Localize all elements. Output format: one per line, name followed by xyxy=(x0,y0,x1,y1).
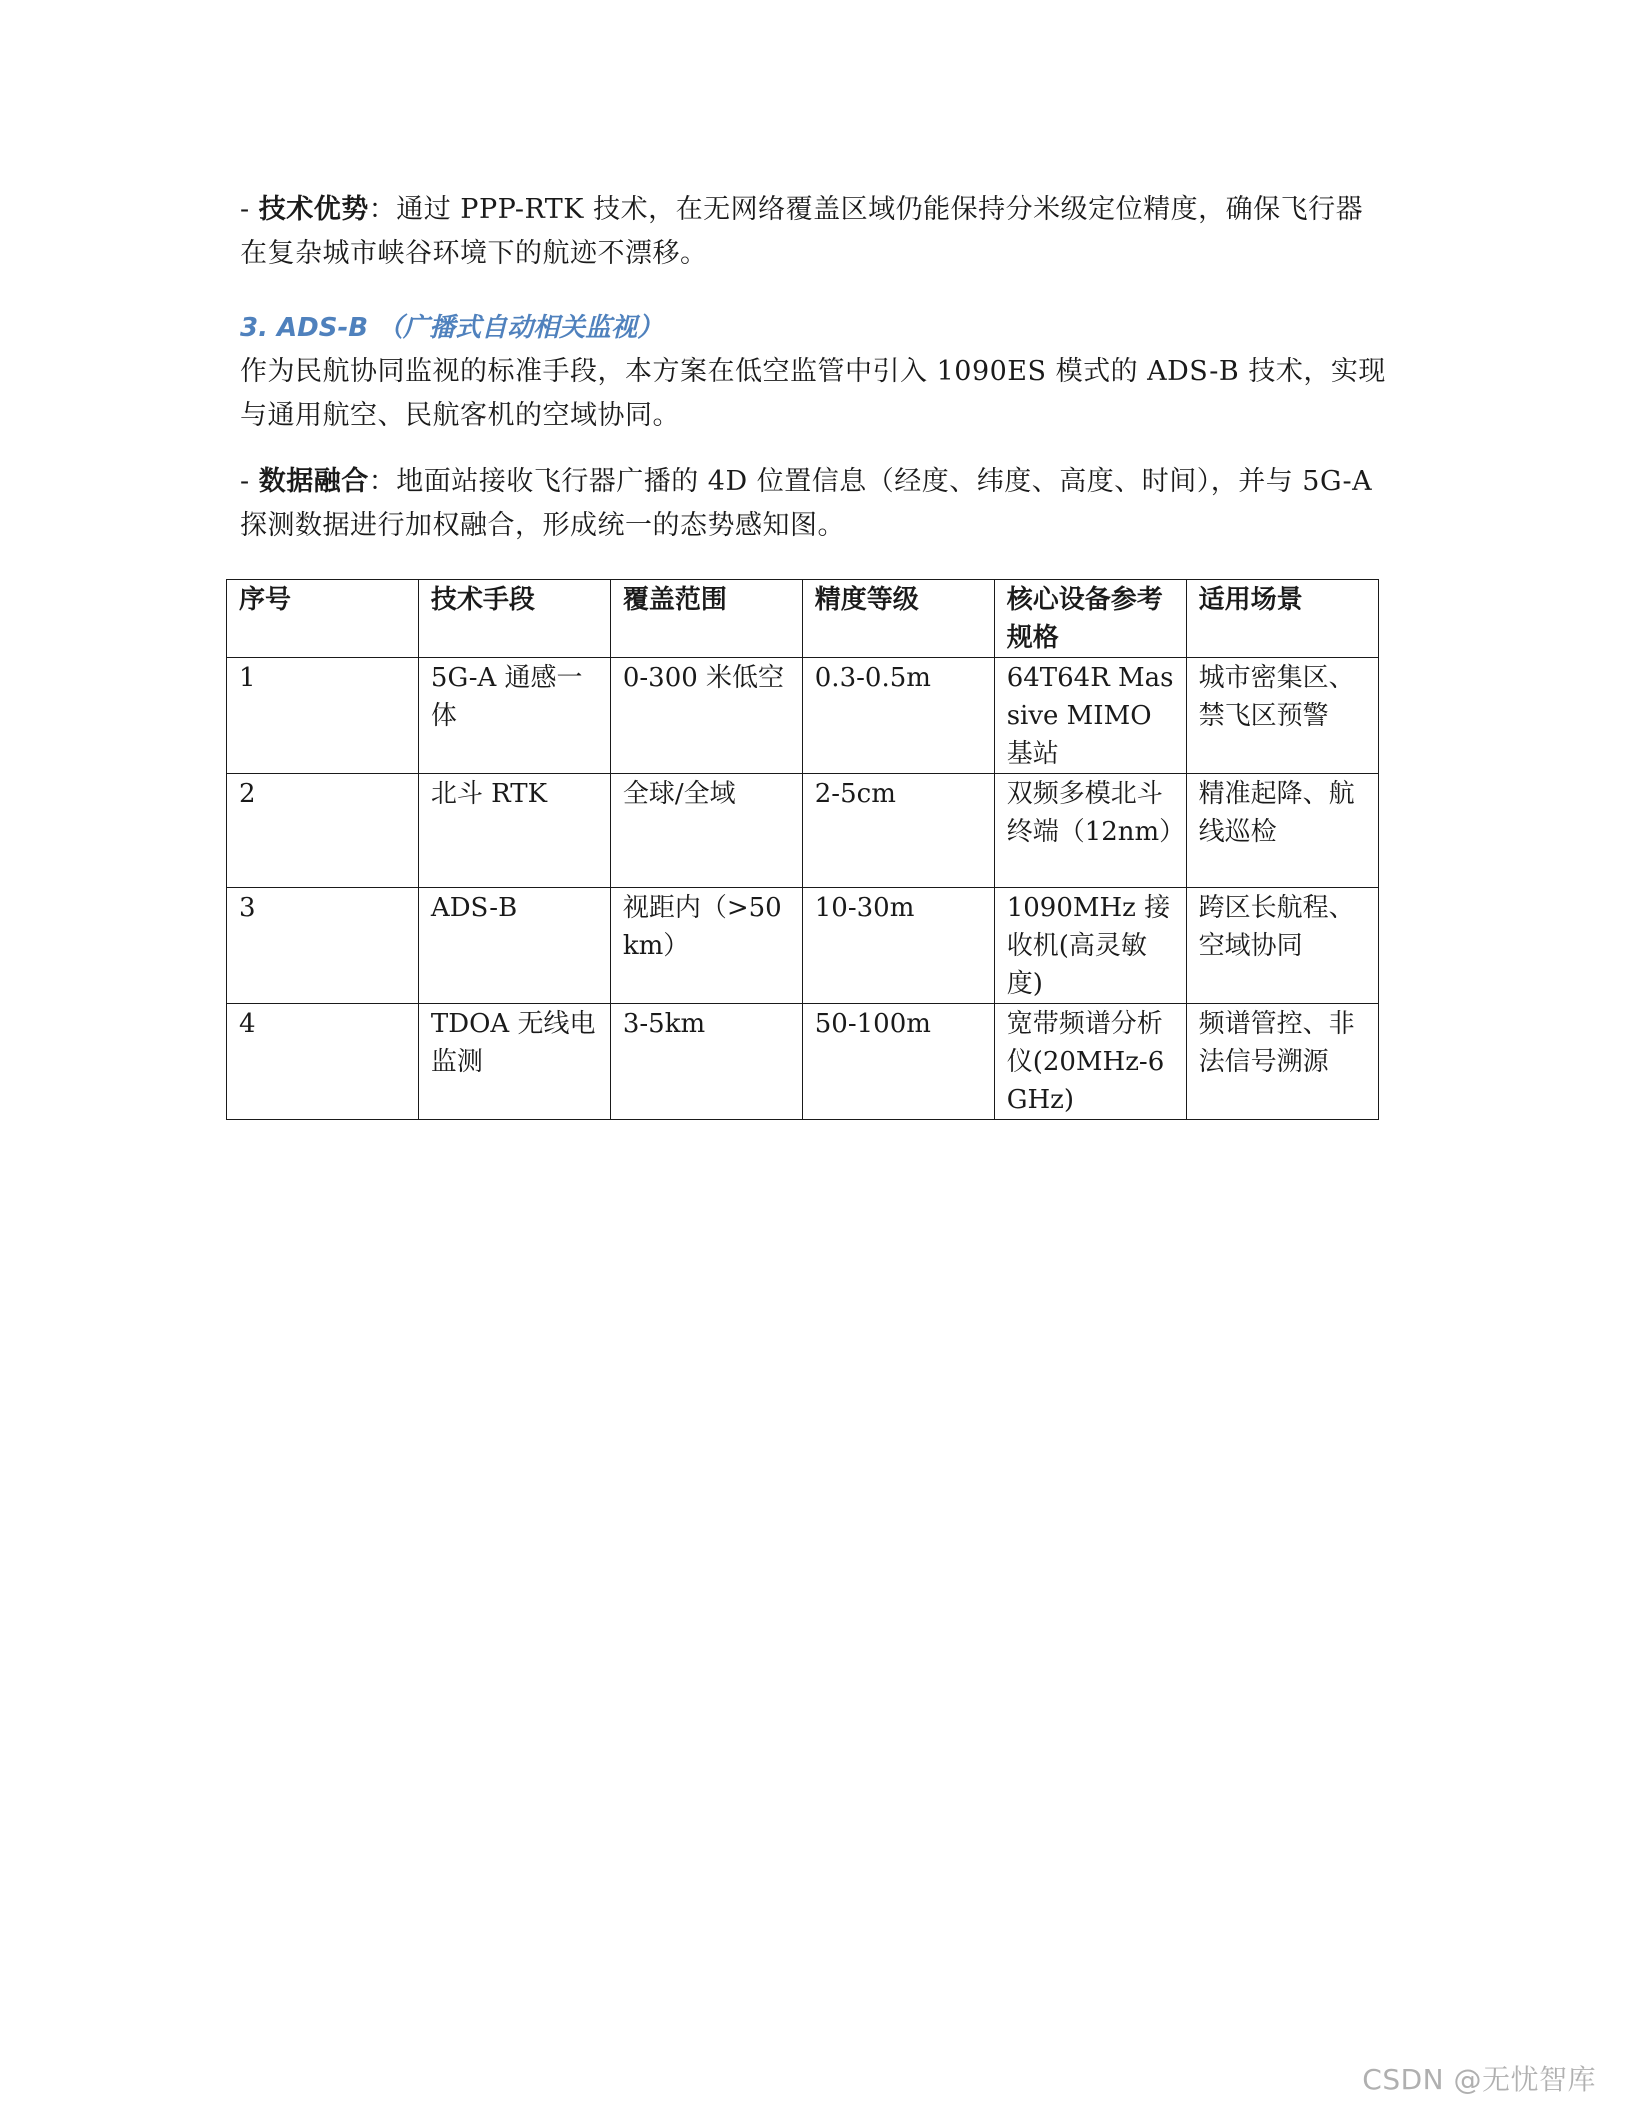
label-colon: ： xyxy=(368,466,397,497)
data-fusion-label: 数据融合 xyxy=(258,466,369,497)
table-row xyxy=(227,774,1379,888)
cell-scenario: 跨区长航程、空域协同 xyxy=(1186,888,1378,1004)
cell-coverage: 全球/全域 xyxy=(610,774,802,888)
tech-advantage-paragraph xyxy=(240,188,1390,276)
header-index: 序号 xyxy=(227,580,419,658)
cell-scenario: 城市密集区、禁飞区预警 xyxy=(1186,658,1378,774)
cell-accuracy: 0.3-0.5m xyxy=(802,658,994,774)
header-equipment: 核心设备参考规格 xyxy=(994,580,1186,658)
cell-equipment: 1090MHz 接收机(高灵敏度) xyxy=(994,888,1186,1004)
header-accuracy: 精度等级 xyxy=(802,580,994,658)
cell-technology: 北斗 RTK xyxy=(418,774,610,888)
technology-comparison-table xyxy=(226,579,1379,1120)
tech-advantage-text: 通过 PPP-RTK 技术，在无网络覆盖区域仍能保持分米级定位精度，确保飞行器在复杂城市峡谷环境下的航迹不漂移。 xyxy=(240,194,1364,269)
csdn-watermark: CSDN @无忧智库 xyxy=(1362,2063,1596,2096)
cell-scenario: 频谱管控、非法信号溯源 xyxy=(1186,1004,1378,1120)
cell-accuracy: 50-100m xyxy=(802,1004,994,1120)
table-row xyxy=(227,888,1379,1004)
document-body xyxy=(240,188,1390,548)
table-header-row xyxy=(227,580,1379,658)
cell-accuracy: 10-30m xyxy=(802,888,994,1004)
section-heading-ads-b: 3. ADS-B （广播式自动相关监视） xyxy=(240,313,664,343)
header-technology: 技术手段 xyxy=(418,580,610,658)
data-fusion-text: 地面站接收飞行器广播的 4D 位置信息（经度、纬度、高度、时间），并与 5G-A 探测数据进行加权融合，形成统一的态势感知图。 xyxy=(240,466,1373,541)
cell-equipment: 双频多模北斗终端（12nm） xyxy=(994,774,1186,888)
cell-technology: 5G-A 通感一体 xyxy=(418,658,610,774)
cell-coverage: 3-5km xyxy=(610,1004,802,1120)
label-colon: ： xyxy=(368,194,397,225)
header-scenario: 适用场景 xyxy=(1186,580,1378,658)
header-coverage: 覆盖范围 xyxy=(610,580,802,658)
bullet-dash: - xyxy=(240,466,259,497)
cell-accuracy: 2-5cm xyxy=(802,774,994,888)
ads-b-intro-paragraph: 作为民航协同监视的标准手段，本方案在低空监管中引入 1090ES 模式的 ADS-B 技术，实现与通用航空、民航客机的空域协同。 xyxy=(240,356,1386,431)
cell-technology: TDOA 无线电监测 xyxy=(418,1004,610,1120)
bullet-dash: - xyxy=(240,194,259,225)
table-row xyxy=(227,658,1379,774)
cell-coverage: 视距内（>50km） xyxy=(610,888,802,1004)
cell-index: 4 xyxy=(227,1004,419,1120)
cell-equipment: 宽带频谱分析仪(20MHz-6GHz) xyxy=(994,1004,1186,1120)
table-row xyxy=(227,1004,1379,1120)
cell-technology: ADS-B xyxy=(418,888,610,1004)
data-fusion-paragraph xyxy=(240,460,1390,548)
tech-advantage-label: 技术优势 xyxy=(258,194,369,225)
cell-index: 2 xyxy=(227,774,419,888)
cell-coverage: 0-300 米低空 xyxy=(610,658,802,774)
cell-scenario: 精准起降、航线巡检 xyxy=(1186,774,1378,888)
cell-equipment: 64T64R Massive MIMO 基站 xyxy=(994,658,1186,774)
cell-index: 3 xyxy=(227,888,419,1004)
cell-index: 1 xyxy=(227,658,419,774)
